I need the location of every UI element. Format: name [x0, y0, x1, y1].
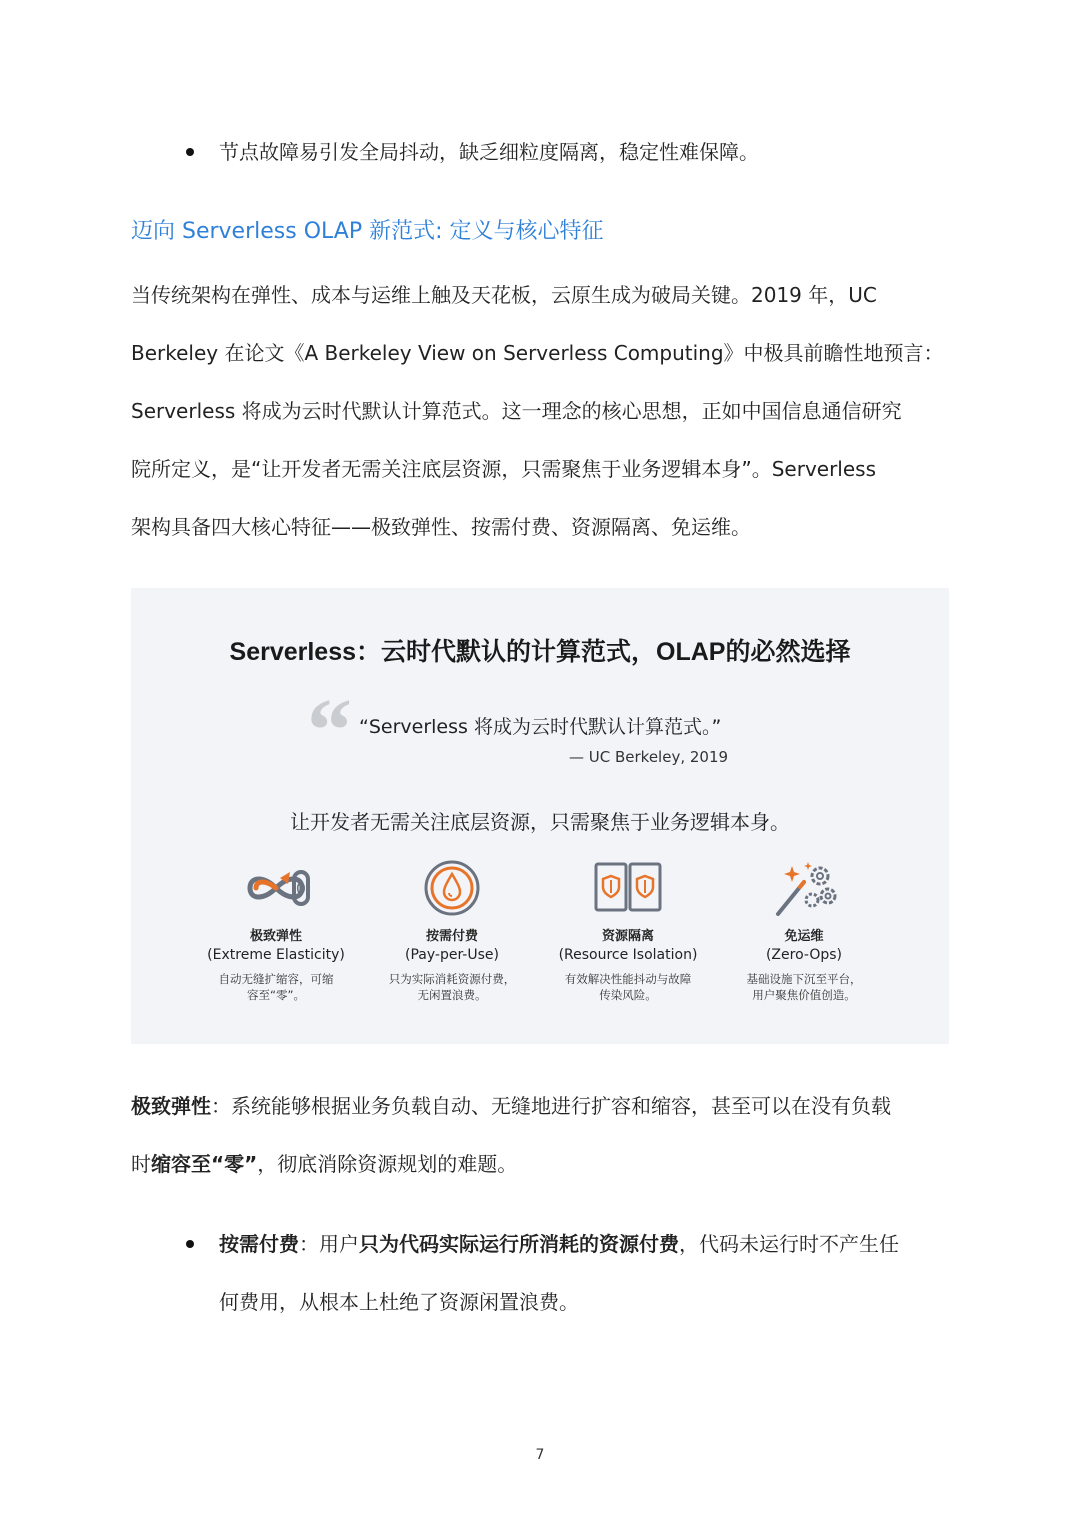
feature-desc-line: 基础设施下沉至平台，: [746, 972, 862, 986]
intro-line-2: Berkeley 在论文《A Berkeley View on Serverless Computing》中极具前瞻性地预言：: [131, 341, 944, 365]
shield-icon: [588, 856, 668, 920]
pay-bullet-line-1: [219, 1229, 899, 1259]
elasticity-line-1: [131, 1091, 891, 1121]
feature-en: (Resource Isolation): [558, 947, 698, 963]
page-number: 7: [535, 1447, 545, 1463]
feature-resource-isolation: [543, 856, 713, 1003]
feature-pay-per-use: [367, 856, 537, 1003]
feature-name: 极致弹性: [249, 929, 302, 944]
feature-zero-ops: [719, 856, 889, 1003]
feature-desc: [191, 971, 361, 1003]
feature-desc-line: 自动无缝扩缩容，可缩: [218, 972, 334, 986]
elasticity-bold: 缩容至“零”: [151, 1152, 258, 1176]
pay-sep: ：用户: [299, 1232, 359, 1256]
feature-desc-line: 容至“零”。: [247, 988, 305, 1002]
pay-bullet-line-2: 何费用，从根本上杜绝了资源闲置浪费。: [219, 1290, 579, 1314]
bullet-dot: [186, 148, 194, 156]
figure-quote: “Serverless 将成为云时代默认计算范式。”: [359, 716, 722, 738]
bullet-text: 节点故障易引发全局抖动，缺乏细粒度隔离，稳定性难保障。: [219, 140, 759, 164]
feature-desc-line: 用户聚焦价值创造。: [752, 988, 856, 1002]
feature-en: (Zero-Ops): [765, 947, 843, 963]
elasticity-post: ，彻底消除资源规划的难题。: [257, 1152, 518, 1176]
magic-wand-gear-icon: [764, 856, 844, 920]
bullet-dot: [186, 1240, 194, 1248]
coin-drop-icon: [412, 856, 492, 920]
elasticity-text: 系统能够根据业务负载自动、无缝地进行扩容和缩容，甚至可以在没有负载: [231, 1094, 891, 1118]
figure-subtitle: 让开发者无需关注底层资源，只需聚焦于业务逻辑本身。: [290, 810, 790, 834]
feature-desc-line: 无闲置浪费。: [417, 988, 487, 1002]
feature-en: (Pay-per-Use): [405, 947, 499, 963]
feature-desc: [719, 971, 889, 1003]
intro-line-1: 当传统架构在弹性、成本与运维上触及天花板，云原生成为破局关键。2019 年，UC: [131, 283, 877, 307]
svg-text:0: 0: [295, 879, 307, 898]
pay-rest: ，代码未运行时不产生任: [679, 1232, 899, 1256]
intro-line-3: Serverless 将成为云时代默认计算范式。这一理念的核心思想，正如中国信息通信研究: [131, 399, 902, 423]
pay-bold: 只为代码实际运行所消耗的资源付费: [359, 1232, 679, 1256]
figure-attribution: — UC Berkeley, 2019: [569, 748, 729, 766]
feature-desc-line: 有效解决性能抖动与故障: [564, 972, 692, 986]
intro-line-4: 院所定义，是“让开发者无需关注底层资源，只需聚焦于业务逻辑本身”。Serverless: [131, 457, 877, 481]
serverless-figure: [131, 588, 949, 1044]
infinity-icon: [236, 856, 316, 920]
feature-desc-line: 只为实际消耗资源付费，: [388, 972, 516, 986]
feature-desc-line: 传染风险。: [599, 988, 657, 1002]
elasticity-sep: ：: [211, 1094, 231, 1118]
quote-mark-icon: “: [307, 681, 352, 780]
pay-label: 按需付费: [219, 1232, 299, 1256]
feature-name: 免运维: [784, 929, 824, 944]
intro-line-5: 架构具备四大核心特征——极致弹性、按需付费、资源隔离、免运维。: [131, 515, 751, 539]
feature-name: 资源隔离: [601, 929, 654, 944]
feature-desc: [367, 971, 537, 1003]
feature-elasticity: [191, 856, 361, 1003]
elasticity-line-2: [131, 1149, 517, 1179]
feature-desc: [543, 971, 713, 1003]
section-heading: 迈向 Serverless OLAP 新范式: 定义与核心特征: [131, 219, 604, 244]
figure-title: Serverless：云时代默认的计算范式，OLAP的必然选择: [229, 638, 851, 666]
elasticity-pre: 时: [131, 1152, 151, 1176]
feature-name: 按需付费: [425, 929, 478, 944]
feature-en: (Extreme Elasticity): [207, 947, 345, 963]
elasticity-label: 极致弹性: [131, 1094, 211, 1118]
